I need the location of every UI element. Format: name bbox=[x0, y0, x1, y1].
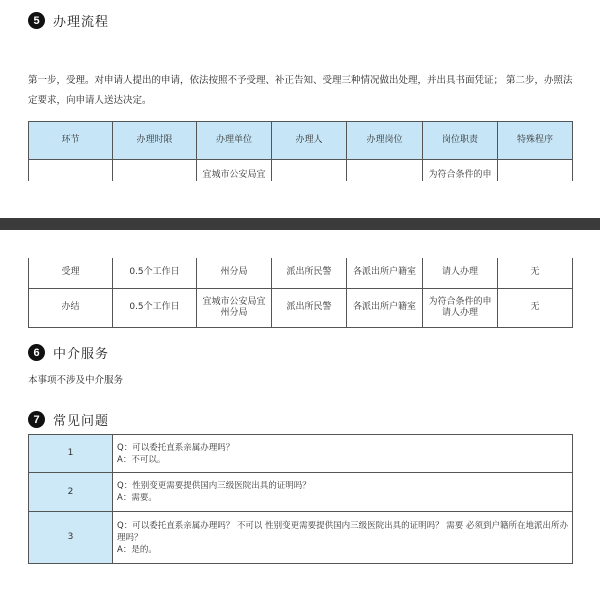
table-cell: 派出所民警 bbox=[272, 258, 347, 288]
table-cell bbox=[347, 160, 423, 181]
section-5-heading bbox=[28, 11, 109, 30]
faq-row bbox=[29, 512, 573, 564]
agency-description: 本事项不涉及中介服务 bbox=[28, 375, 124, 386]
faq-content bbox=[113, 473, 573, 512]
faq-row bbox=[29, 473, 573, 512]
table-cell: 无 bbox=[498, 288, 573, 327]
table-cell: 办结 bbox=[29, 288, 113, 327]
page-break-divider bbox=[0, 218, 600, 230]
column-header: 岗位职责 bbox=[423, 122, 498, 160]
table-cell: 州分局 bbox=[197, 258, 272, 288]
table-cell: 0.5个工作日 bbox=[113, 258, 197, 288]
table-cell bbox=[498, 160, 573, 181]
faq-content bbox=[113, 512, 573, 564]
column-header: 办理单位 bbox=[197, 122, 272, 160]
table-cell: 宜城市公安局宜州分局 bbox=[197, 288, 272, 327]
section-7-heading bbox=[28, 410, 109, 429]
faq-row bbox=[29, 435, 573, 473]
column-header: 办理岗位 bbox=[347, 122, 423, 160]
faq-number: 3 bbox=[29, 512, 113, 564]
column-header: 办理人 bbox=[272, 122, 347, 160]
table-cell: 派出所民警 bbox=[272, 288, 347, 327]
table-cell: 受理 bbox=[29, 258, 113, 288]
table-cell bbox=[272, 160, 347, 181]
table-cell: 无 bbox=[498, 258, 573, 288]
section-number-badge: 5 bbox=[28, 12, 45, 29]
faq-question: Q：性别变更需要提供国内三级医院出具的证明吗？ bbox=[117, 481, 311, 491]
column-header: 特殊程序 bbox=[498, 122, 573, 160]
faq-question: Q：可以委托直系亲属办理吗？ bbox=[117, 442, 235, 453]
table-cell: 0.5个工作日 bbox=[113, 288, 197, 327]
faq-answer: A：是的。 bbox=[117, 544, 157, 555]
faq-number: 2 bbox=[29, 473, 113, 512]
faq-question: Q：可以委托直系亲属办理吗？ 不可以 性别变更需要提供国内三级医院出具的证明吗？ 需要 必须到户籍所在地派出所办理吗？ bbox=[117, 520, 569, 543]
table-cell: 各派出所户籍室 bbox=[347, 258, 423, 288]
section-title: 办理流程 bbox=[53, 15, 110, 30]
column-header: 环节 bbox=[29, 122, 113, 160]
table-row bbox=[29, 258, 573, 288]
process-description: 第一步，受理。对申请人提出的申请，依法按照不予受理、补正告知、受理三种情况做出处理，并出具书面凭证； 第二步，办照法定要求，向申请人送达决定。 bbox=[28, 75, 573, 106]
faq-answer: A：需要。 bbox=[117, 493, 157, 503]
faq-number: 1 bbox=[29, 435, 113, 473]
section-title: 常见问题 bbox=[53, 414, 110, 429]
table-cell: 各派出所户籍室 bbox=[347, 288, 423, 327]
process-table-bottom bbox=[28, 258, 573, 328]
table-cell bbox=[113, 160, 197, 181]
faq-answer: A：不可以。 bbox=[117, 454, 166, 465]
table-cell: 为符合条件的申 bbox=[423, 160, 498, 181]
faq-content bbox=[113, 435, 573, 473]
section-number-badge: 7 bbox=[28, 411, 45, 428]
process-table-top bbox=[28, 121, 573, 181]
faq-table bbox=[28, 434, 573, 564]
column-header: 办理时限 bbox=[113, 122, 197, 160]
table-header-row bbox=[29, 122, 573, 160]
section-number-badge: 6 bbox=[28, 344, 45, 361]
section-title: 中介服务 bbox=[53, 347, 110, 362]
table-row bbox=[29, 288, 573, 327]
table-cell: 请人办理 bbox=[423, 258, 498, 288]
table-row-partial bbox=[29, 160, 573, 181]
table-cell: 为符合条件的申请人办理 bbox=[423, 288, 498, 327]
table-cell bbox=[29, 160, 113, 181]
section-6-heading bbox=[28, 343, 109, 362]
table-cell: 宜城市公安局宜 bbox=[197, 160, 272, 181]
